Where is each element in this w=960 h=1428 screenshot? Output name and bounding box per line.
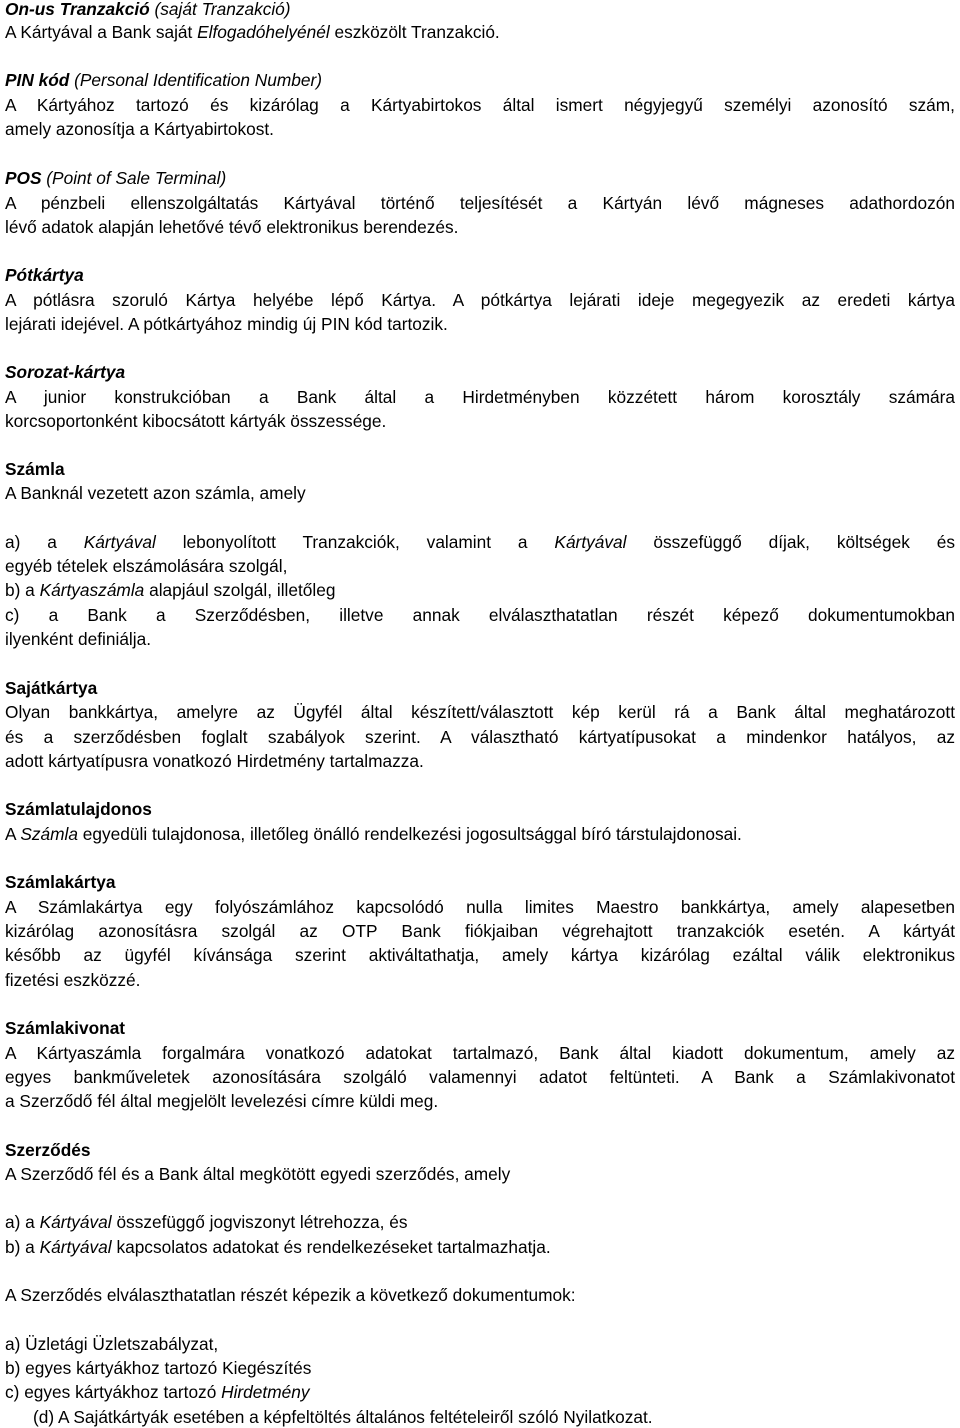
heading-kivonat: Számlakivonat: [5, 1018, 126, 1038]
szamlakartya-text-line: kizárólag azonosításra szolgál az OTP Bank fiókjaiban végrehajtott tranzakciók esetén. A kártyát: [5, 921, 955, 941]
szerzodes-item-a: a) a Kártyával összefüggő jogviszonyt létrehozza, és: [5, 1212, 408, 1232]
heading-pos: POS (Point of Sale Terminal): [5, 168, 227, 188]
szamla-item-c: c) a Bank a Szerződésben, illetve annak elválaszthatatlan részét képező dokumentumokban: [5, 605, 955, 625]
doc-item-b: b) egyes kártyákhoz tartozó Kiegészítés: [5, 1358, 312, 1378]
sorozat-text-line: A junior konstrukcióban a Bank által a Hirdetményben közzétett három korosztály számára: [5, 387, 955, 407]
doc-item-d: (d) A Sajátkártyák esetében a képfeltöltés általános feltételeiről szóló Nyilatkozat.: [33, 1407, 653, 1427]
szamla-item-b: b) a Kártyaszámla alapjául szolgál, illetőleg: [5, 580, 336, 600]
szamla-text: A Banknál vezetett azon számla, amely: [5, 483, 306, 503]
heading-sajat: Sajátkártya: [5, 678, 98, 698]
kivonat-text-line: a Szerződő fél által megjelölt levelezési címre küldi meg.: [5, 1091, 439, 1111]
potkartya-text-line: lejárati idejével. A pótkártyához mindig új PIN kód tartozik.: [5, 314, 448, 334]
szamlakartya-text-line: fizetési eszközzé.: [5, 970, 141, 990]
heading-szamla: Számla: [5, 459, 65, 479]
sajat-text-line: és a szerződésben foglalt szabályok szerint. A választható kártyatípusokat a mindenkor hatályos, az: [5, 727, 955, 747]
pin-text-line: amely azonosítja a Kártyabirtokost.: [5, 119, 274, 139]
doc-item-a: a) Üzletági Üzletszabályzat,: [5, 1334, 219, 1354]
szamla-item-a-cont: egyéb tételek elszámolására szolgál,: [5, 556, 288, 576]
szerzodes-text: A Szerződő fél és a Bank által megkötött egyedi szerződés, amely: [5, 1164, 511, 1184]
sajat-text-line: adott kártyatípusra vonatkozó Hirdetmény tartalmazza.: [5, 751, 424, 771]
potkartya-text-line: A pótlásra szoruló Kártya helyébe lépő Kártya. A pótkártya lejárati ideje megegyezik az eredeti kártya: [5, 290, 955, 310]
kivonat-text-line: egyes bankműveletek azonosítására szolgáló valamennyi adatot feltünteti. A Bank a Számlakivonatot: [5, 1067, 955, 1087]
szerzodes-item-b: b) a Kártyával kapcsolatos adatokat és rendelkezéseket tartalmazhatja.: [5, 1237, 551, 1257]
szamla-item-a: a) a Kártyával lebonyolított Tranzakciók, valamint a Kártyával összefüggő díjak, költségek és: [5, 532, 955, 552]
szerzodes-text-2: A Szerződés elválaszthatatlan részét képezik a következő dokumentumok:: [5, 1285, 576, 1305]
pos-text-line: lévő adatok alapján lehetővé tévő elektronikus berendezés.: [5, 217, 459, 237]
kivonat-text-line: A Kártyaszámla forgalmára vonatkozó adatokat tartalmazó, Bank által kiadott dokumentum, amely az: [5, 1043, 955, 1063]
heading-szerzodes: Szerződés: [5, 1140, 91, 1160]
sajat-text-line: Olyan bankkártya, amelyre az Ügyfél által készített/választott kép kerül rá a Bank által meghatározott: [5, 702, 955, 722]
heading-sorozat: Sorozat-kártya: [5, 362, 126, 382]
pos-text-line: A pénzbeli ellenszolgáltatás Kártyával történő teljesítését a Kártyán lévő mágneses adathordozón: [5, 193, 955, 213]
heading-tulajdonos: Számlatulajdonos: [5, 799, 152, 819]
pin-text-line: A Kártyához tartozó és kizárólag a Kártyabirtokos által ismert négyjegyű személyi azonosító szám,: [5, 95, 955, 115]
szamla-item-c-cont: ilyenként definiálja.: [5, 629, 152, 649]
heading-pin: PIN kód (Personal Identification Number): [5, 70, 322, 90]
szamlakartya-text-line: később az ügyfél kívánsága szerint aktiváltathatja, amely kártya kizárólag ezáltal válik elektronikus: [5, 945, 955, 965]
szamlakartya-text-line: A Számlakártya egy folyószámlához kapcsolódó nulla limites Maestro bankkártya, amely alapesetben: [5, 897, 955, 917]
onus-text: A Kártyával a Bank saját Elfogadóhelyénél eszközölt Tranzakció.: [5, 22, 500, 42]
doc-item-c: c) egyes kártyákhoz tartozó Hirdetmény: [5, 1382, 310, 1402]
heading-szamlakartya: Számlakártya: [5, 872, 116, 892]
tulajdonos-text: A Számla egyedüli tulajdonosa, illetőleg önálló rendelkezési jogosultsággal bíró társtulajdonosai.: [5, 824, 742, 844]
sorozat-text-line: korcsoportonként kibocsátott kártyák összessége.: [5, 411, 387, 431]
heading-onus: On-us Tranzakció (saját Tranzakció): [5, 0, 291, 19]
heading-potkartya: Pótkártya: [5, 265, 84, 285]
